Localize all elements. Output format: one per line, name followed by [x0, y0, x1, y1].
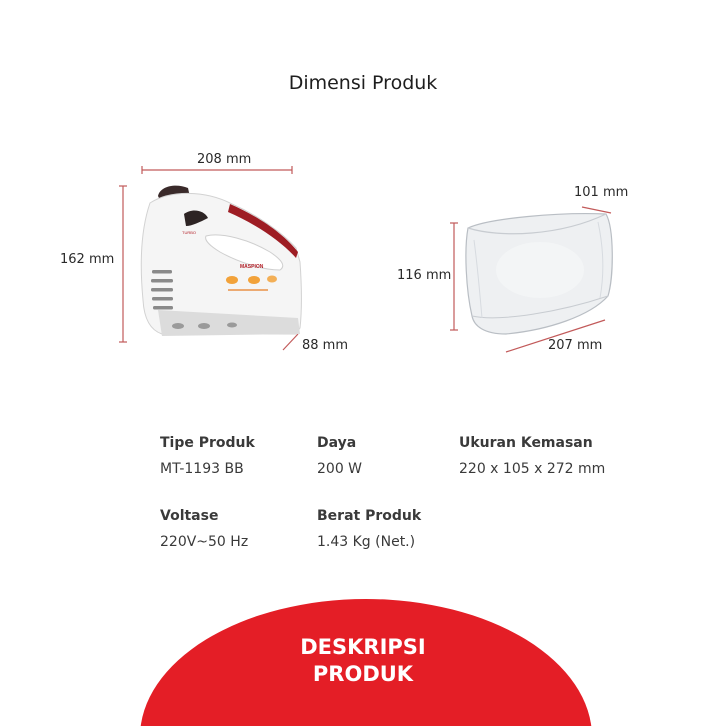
spec-value: 220 x 105 x 272 mm	[459, 461, 606, 477]
brand-logo: MASPION	[240, 264, 264, 270]
spec-value: 1.43 Kg (Net.)	[317, 534, 416, 550]
mixer-depth-line	[283, 334, 298, 350]
turbo-logo: TURBO	[182, 230, 196, 235]
mixing-bowl-image	[466, 214, 612, 334]
spec-label: Voltase	[160, 508, 219, 524]
mixer-width-line	[142, 166, 292, 174]
hand-mixer-image	[141, 186, 301, 336]
bowl-height-label: 116 mm	[397, 268, 452, 283]
spec-tipe-produk	[160, 435, 255, 477]
spec-value: 220V~50 Hz	[160, 534, 249, 550]
page-title: Dimensi Produk	[288, 72, 438, 94]
mixer-width-label: 208 mm	[197, 152, 252, 167]
spec-label: Berat Produk	[317, 508, 422, 524]
cta-line-1: DESKRIPSI	[300, 635, 426, 659]
bowl-depth-label: 101 mm	[574, 185, 629, 200]
bowl-length-label: 207 mm	[548, 338, 603, 353]
mixer-depth-label: 88 mm	[302, 338, 349, 353]
spec-voltase	[160, 508, 248, 550]
spec-label: Tipe Produk	[160, 435, 255, 451]
deskripsi-produk-button[interactable]	[0, 634, 726, 688]
spec-value: MT-1193 BB	[160, 461, 244, 477]
cta-line-2: PRODUK	[312, 662, 414, 686]
bowl-depth-line	[582, 207, 611, 213]
spec-label: Ukuran Kemasan	[459, 435, 593, 451]
spec-label: Daya	[317, 435, 357, 451]
spec-ukuran-kemasan	[459, 435, 605, 477]
mixer-height-line	[119, 186, 127, 342]
mixer-height-label: 162 mm	[60, 252, 115, 267]
spec-berat-produk	[317, 508, 421, 550]
spec-value: 200 W	[317, 461, 363, 477]
spec-daya	[317, 435, 362, 477]
